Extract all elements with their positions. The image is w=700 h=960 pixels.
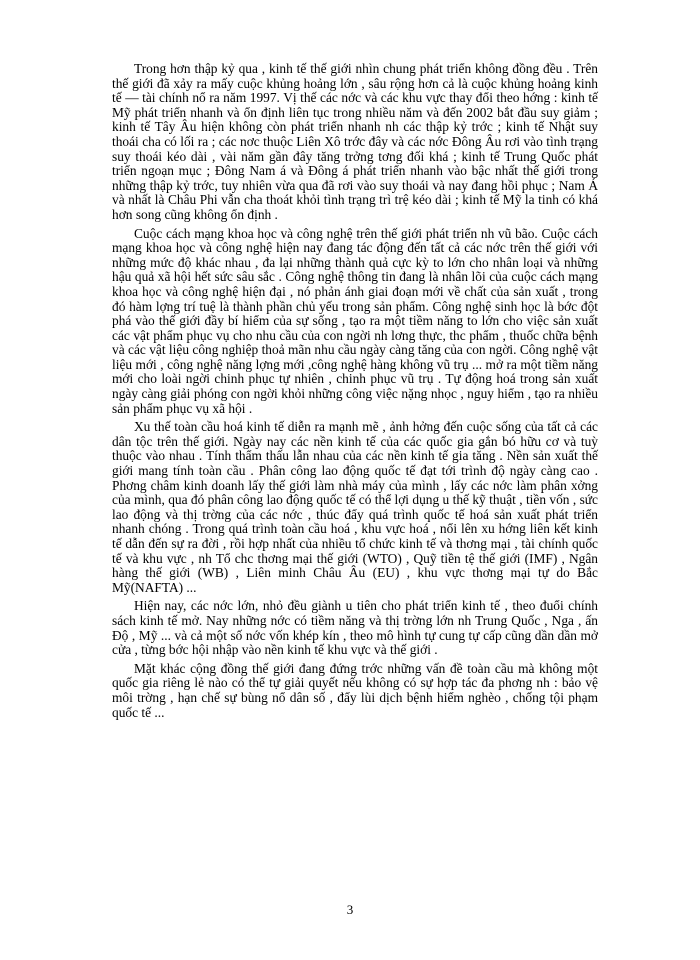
- paragraph-globalization: Xu thế toàn cầu hoá kinh tế diễn ra mạnh mẽ , ảnh hởng đến cuộc sống của tất cả các dân tộc trên thế giới. Ngày nay các nền kinh tế của các quốc gia gắn bó hữu cơ và tuỳ thuộc vào nhau . Tính thẩm thấu lẫn nhau của các nền kinh tế gia tăng . Nền sản xuất thế giới mang tính toàn cầu . Phân công lao động quốc tế đạt tới trình độ ngày càng cao . Phơng châm kinh doanh lấy thế giới làm nhà máy của mình , lấy các nớc làm phân xởng của mình, qua đó phân công lao động quốc tế có thể lợi dụng u thế kỹ thuật , tiền vốn , sức lao động và thị trờng của các nớc , thúc đẩy quá trình quốc tế hoá sản xuất phát triển nhanh chóng . Trong quá trình toàn cầu hoá , khu vực hoá , nổi lên xu hớng liên kết kinh tế dẫn đến sự ra đời , rồi hợp nhất của nhiều tổ chức kinh tế và thơng mại , tài chính quốc tế và khu vực , nh Tổ chc thơng mại thế giới (WTO) , Quỹ tiền tệ thế giới (IMF) , Ngân hàng thế giới (WB) , Liên minh Châu Âu (EU) , khu vực thơng mại tự do Bắc Mỹ(NAFTA) ...: [112, 419, 598, 595]
- paragraph-global-issues: Mặt khác cộng đồng thế giới đang đứng trớc những vấn đề toàn cầu mà không một quốc gia riêng lẻ nào có thể tự giải quyết nếu không có sự hợp tác đa phơng nh : bảo vệ môi trờng , hạn chế sự bùng nổ dân số , đẩy lùi dịch bệnh hiểm nghèo , chống tội phạm quốc tế ...: [112, 660, 598, 720]
- paragraph-world-economy: Trong hơn thập kỷ qua , kinh tế thế giới nhìn chung phát triển không đồng đều . Trên thế giới đã xảy ra mấy cuộc khủng hoảng lớn , sâu rộng hơn cả là cuộc khủng hoảng kinh tế — tài chính nổ ra năm 1997. Vị thế các nớc và các khu vực thay đổi theo hớng : kinh tế Mỹ phát triển nhanh và ổn định liên tục trong nhiều năm và đến 2002 bắt đầu suy giảm ; kinh tế Tây Âu hiện không còn phát triển nhanh nh các thập kỷ trớc ; kinh tế Nhật suy thoái cha có lối ra ; các nơc thuộc Liên Xô trớc đây và các nớc Đông Âu rơi vào tình trạng suy thoái kéo dài , vài năm gần đây tăng trởng tơng đối khá ; kinh tế Trung Quốc phát triển ngoạn mục ; Đông Nam á và Đông á phát triển nhanh vào bậc nhất thế giới trong những thập kỷ trớc, tuy nhiên vừa qua đã rơi vào suy thoái và nay đang hồi phục ; Nam Á và nhất là Châu Phi vẫn cha thoát khỏi tình trạng trì trệ kéo dài ; kinh tế Mỹ la tinh có khá hơn song cũng không ổn định .: [112, 61, 598, 222]
- page-number: 3: [346, 902, 354, 917]
- paragraph-open-economy: Hiện nay, các nớc lớn, nhỏ đều giành u tiên cho phát triển kinh tế , theo đuổi chính sách kinh tế mở. Nay những nớc có tiềm năng và thị trờng lớn nh Trung Quốc , Nga , ấn Độ , Mỹ ... và cả một số nớc vốn khép kín , theo mô hình tự cung tự cấp cũng dần dần mở cửa , từng bớc hội nhập vào nền kinh tế khu vực và thế giới .: [112, 598, 598, 658]
- document-body: [112, 62, 598, 724]
- paragraph-science-technology: Cuộc cách mạng khoa học và công nghệ trên thế giới phát triển nh vũ bão. Cuộc cách mạng khoa học và công nghệ hiện nay đang tác động đến tất cả các nớc trên thế giới với những mức độ khác nhau , đa lại những thành quả cực kỳ to lớn cho nhân loại và những hậu quả xã hội hết sức sâu sắc . Công nghệ thông tin đang là nhân lõi của cuộc cách mạng khoa học và công nghệ hiện đại , nó phản ánh giai đoạn mới về chất của sản xuất , trong đó hàm lợng trí tuệ là thành phần chủ yếu trong sản phẩm. Công nghệ sinh học là bớc đột phá vào thế giới đầy bí hiểm của sự sống , tạo ra một tiềm năng to lớn cho việc sản xuất các vật phẩm phục vụ cho nhu cầu của con ngời nh lơng thực, thc phẩm , thuốc chữa bệnh và các vật liệu công nghiệp thoả mãn nhu cầu ngày càng tăng của con ngời. Công nghệ vật liệu mới , công nghệ năng lợng mới ,công nghệ hàng không vũ trụ ... mở ra một tiềm năng mới cho loài ngời chinh phục tự nhiên , chinh phục vũ trụ . Tự động hoá trong sản xuất ngày càng giải phóng con ngời khỏi những công việc nặng nhọc , nguy hiểm , tạo ra nhiều sản phẩm phục vụ xã hội .: [112, 225, 598, 416]
